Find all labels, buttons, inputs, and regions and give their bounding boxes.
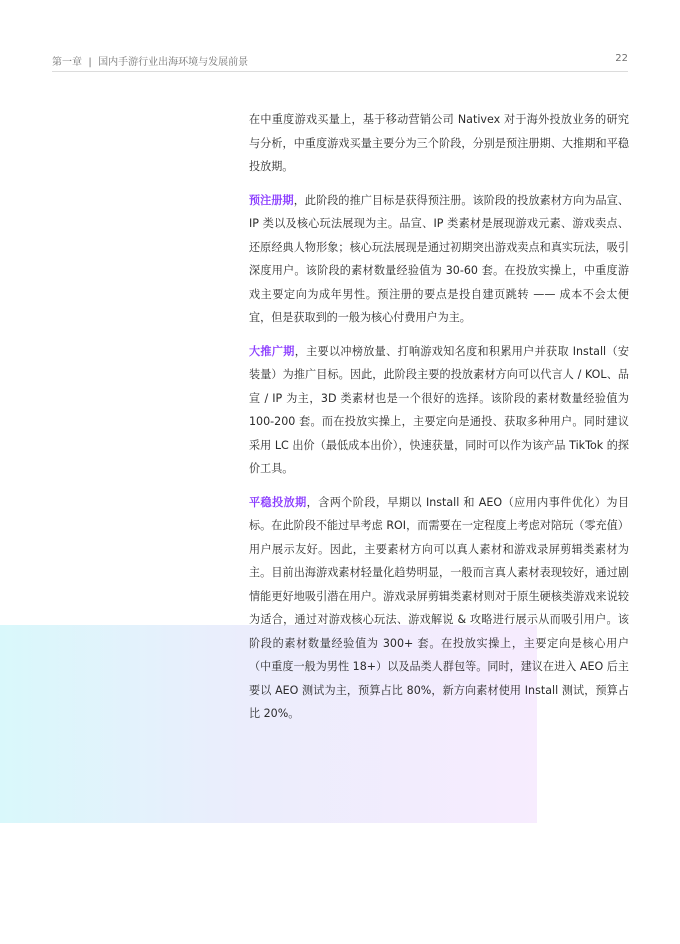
chapter-label: 第一章	[52, 57, 82, 68]
stage-major-push-text: ，主要以冲榜放量、打响游戏知名度和积累用户并获取 Install（安装量）为推广目标。因此，此阶段主要的投放素材方向可以代言人 / KOL、品宣 / IP 为主，3D 类素材也是一个很好的选择。该阶段的素材数量经验值为 100-200 套。而在投放实操上，主要定向是通投、获取多种用户。同时建议采用 LC 出价（最低成本出价），快速获量，同时可以作为该产品 TikTok 的探价工具。	[249, 344, 629, 475]
article-body	[249, 108, 629, 736]
stage-major-push-keyword: 大推广期	[249, 344, 295, 358]
page-number: 22	[615, 53, 628, 64]
header-separator: |	[88, 57, 92, 68]
stage-major-push-paragraph	[249, 340, 629, 481]
stage-preregistration-paragraph	[249, 189, 629, 330]
stage-stable-text: ，含两个阶段，早期以 Install 和 AEO（应用内事件优化）为目标。在此阶段不能过早考虑 ROI，而需要在一定程度上考虑对陪玩（零充值）用户展示友好。因此，主要素材方向可以真人素材和游戏录屏剪辑类素材为主。目前出海游戏素材轻量化趋势明显，一般而言真人素材表现较好，通过剧情能更好地吸引潜在用户。游戏录屏剪辑类素材则对于原生硬核类游戏来说较为适合，通过对游戏核心玩法、游戏解说 & 攻略进行展示从而吸引用户。该阶段的素材数量经验值为 300+ 套。在投放实操上，主要定向是核心用户（中重度一般为男性 18+）以及品类人群包等。同时，建议在进入 AEO 后主要以 AEO 测试为主，预算占比 80%，新方向素材使用 Install 测试，预算占比 20%。	[249, 495, 629, 720]
chapter-title: 国内手游行业出海环境与发展前景	[98, 57, 249, 68]
chapter-heading	[52, 53, 248, 68]
intro-paragraph: 在中重度游戏买量上，基于移动营销公司 Nativex 对于海外投放业务的研究与分析，中重度游戏买量主要分为三个阶段，分别是预注册期、大推期和平稳投放期。	[249, 113, 629, 173]
stage-preregistration-keyword: 预注册期	[249, 193, 294, 207]
stage-stable-paragraph	[249, 491, 629, 726]
stage-stable-keyword: 平稳投放期	[249, 495, 307, 509]
header-divider	[52, 71, 628, 72]
stage-preregistration-text: ，此阶段的推广目标是获得预注册。该阶段的投放素材方向为品宣、IP 类以及核心玩法展现为主。品宣、IP 类素材是展现游戏元素、游戏卖点、还原经典人物形象；核心玩法展现是通过初期突出游戏卖点和真实玩法，吸引深度用户。该阶段的素材数量经验值为 30-60 套。在投放实操上，中重度游戏主要定向为成年男性。预注册的要点是投自建页跳转 —— 成本不会太便宜，但是获取到的一般为核心付费用户为主。	[249, 193, 629, 324]
